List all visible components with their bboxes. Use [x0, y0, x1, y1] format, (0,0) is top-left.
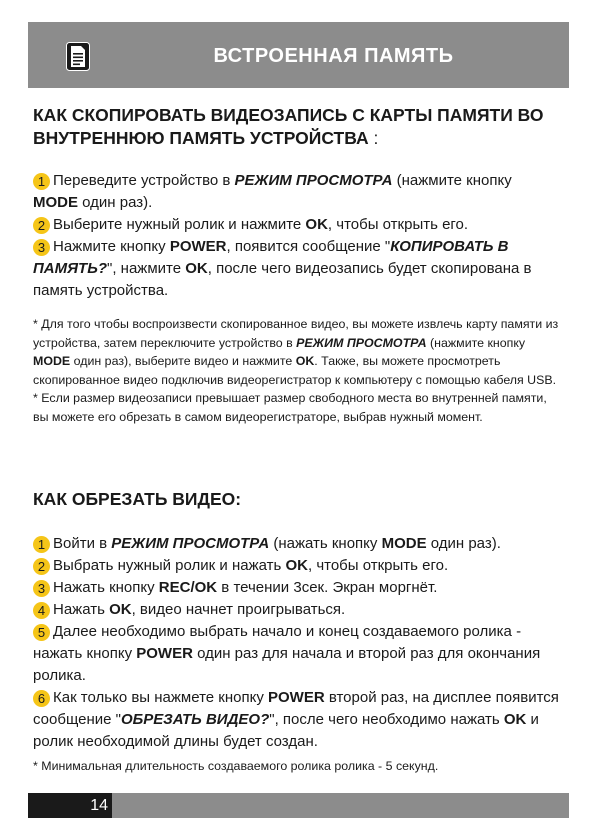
- note-text: * Для того чтобы воспроизвести скопированное видео, вы можете извлечь карту памяти из устройства, затем переключите устройство в РЕЖИМ ПРОСМОТРА (нажмите кнопку MODE один раз), выберите видео и нажмите OK. Также, вы можете просмотреть скопированное видео подключив видеорегистратор к компьютеру с помощью кабеля USB.: [33, 317, 559, 387]
- copy-steps: [33, 170, 559, 302]
- step-item: 5 Далее необходимо выбрать начало и конец создаваемого ролика - нажать кнопку POWER один раз для начала и второй раз для окончания ролика.: [33, 623, 541, 684]
- step-item: 2 Выбрать нужный ролик и нажать OK, чтобы открыть его.: [33, 555, 559, 577]
- section-title: КАК ОБРЕЗАТЬ ВИДЕО:: [33, 489, 242, 509]
- step-item: 2 Выберите нужный ролик и нажмите OK, чтобы открыть его.: [33, 214, 559, 236]
- step-item: 4 Нажать OK, видео начнет проигрываться.: [33, 599, 559, 621]
- step-item: 1 Войти в РЕЖИМ ПРОСМОТРА (нажать кнопку MODE один раз).: [33, 533, 559, 555]
- step-number-badge: 5: [33, 624, 50, 641]
- step-number-badge: 1: [33, 173, 50, 190]
- step-number-badge: 1: [33, 536, 50, 553]
- page-title: ВСТРОЕННАЯ ПАМЯТЬ: [213, 45, 454, 67]
- page-footer: [28, 793, 569, 818]
- step-number-badge: 3: [33, 239, 50, 256]
- note-text: * Если размер видеозаписи превышает размер свободного места во внутренней памяти, вы можете его обрезать в самом видеорегистраторе, выбрав нужный момент.: [33, 391, 547, 424]
- step-item: 6 Как только вы нажмете кнопку POWER второй раз, на дисплее появится сообщение "ОБРЕЗАТЬ ВИДЕО?", после чего необходимо нажать OK и ролик необходимой длины будет создан.: [33, 689, 559, 750]
- step-number-badge: 2: [33, 217, 50, 234]
- step-number-badge: 6: [33, 690, 50, 707]
- section-title: КАК СКОПИРОВАТЬ ВИДЕОЗАПИСЬ С КАРТЫ ПАМЯТИ ВО ВНУТРЕННЮЮ ПАМЯТЬ УСТРОЙСТВА :: [33, 105, 544, 148]
- step-number-badge: 4: [33, 602, 50, 619]
- trim-steps: [33, 533, 559, 753]
- page-header: [28, 22, 569, 88]
- copy-notes: [33, 315, 559, 426]
- step-number-badge: 3: [33, 580, 50, 597]
- trim-note: [33, 757, 559, 776]
- section-trim-video: [33, 488, 559, 511]
- step-item: 1 Переведите устройство в РЕЖИМ ПРОСМОТРА (нажмите кнопку MODE один раз).: [33, 172, 512, 211]
- page-number: 14: [28, 793, 112, 818]
- step-number-badge: 2: [33, 558, 50, 575]
- note-text: * Минимальная длительность создаваемого ролика ролика - 5 секунд.: [33, 759, 439, 773]
- step-item: 3 Нажать кнопку REC/OK в течении 3сек. Экран моргнёт.: [33, 577, 559, 599]
- section-copy-video: [33, 104, 559, 150]
- step-item: 3 Нажмите кнопку POWER, появится сообщение "КОПИРОВАТЬ В ПАМЯТЬ?", нажмите OK, после чего видеозапись будет скопирована в память устройства.: [33, 238, 532, 299]
